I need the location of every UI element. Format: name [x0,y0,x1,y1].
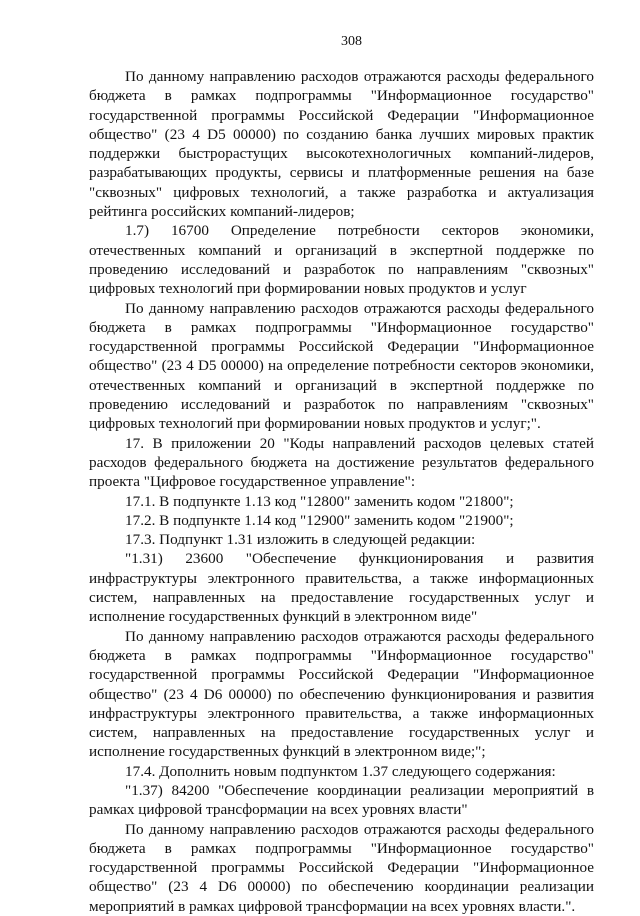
paragraph-9: По данному направлению расходов отражаются расходы федерального бюджета в рамках подпрограммы "Информационное государство" государственной программы Российской Федерации "Информационное общество" (23 4 D6 00000) по обеспечению функционирования и развития инфраструктуры электронного правительства, а также информационных систем, направленных на предоставление государственных услуг и исполнение государственных функций в электронном виде;"; [89,627,594,761]
paragraph-5: 17.1. В подпункте 1.13 код "12800" заменить кодом "21800"; [125,492,514,510]
paragraph-7: 17.3. Подпункт 1.31 изложить в следующей редакции: [125,531,476,549]
paragraph-3: По данному направлению расходов отражаются расходы федерального бюджета в рамках подпрограммы "Информационное государство" государственной программы Российской Федерации "Информационное общество" (23 4 D5 00000) на определение потребности секторов экономики, отечественных компаний и организаций в экспертной поддержке по проведению исследований и разработок по направлениям "сквозных" цифровых технологий при формировании новых продуктов и услуг;". [89,299,594,433]
paragraph-12: По данному направлению расходов отражаются расходы федерального бюджета в рамках подпрограммы "Информационное государство" государственной программы Российской Федерации "Информационное общество" (23 4 D6 00000) по обеспечению координации реализации мероприятий в рамках цифровой трансформации на всех уровнях власти.". [89,820,594,915]
paragraph-10: 17.4. Дополнить новым подпунктом 1.37 следующего содержания: [125,762,556,780]
paragraph-2: 1.7) 16700 Определение потребности секторов экономики, отечественных компаний и организаций в экспертной поддержке по проведению исследований и разработок по направлениям "сквозных" цифровых технологий при формировании новых продуктов и услуг [89,222,594,298]
page-number: 308 [341,34,362,49]
paragraph-11: "1.37) 84200 "Обеспечение координации реализации мероприятий в рамках цифровой трансформации на всех уровнях власти" [89,781,594,819]
paragraph-1: По данному направлению расходов отражаются расходы федерального бюджета в рамках подпрограммы "Информационное государство" государственной программы Российской Федерации "Информационное общество" (23 4 D5 00000) по созданию банка лучших мировых практик поддержки быстрорастущих высокотехнологичных компаний-лидеров, разрабатывающих продукты, сервисы и платформенные решения на базе "сквозных" цифровых технологий, а также разработка и актуализация рейтинга российских компаний-лидеров; [89,68,594,221]
document-body [89,67,594,916]
paragraph-6: 17.2. В подпункте 1.14 код "12900" заменить кодом "21900"; [125,511,514,529]
paragraph-4: 17. В приложении 20 "Коды направлений расходов целевых статей расходов федерального бюджета на достижение результатов федерального проекта "Цифровое государственное управление": [89,434,594,491]
paragraph-8: "1.31) 23600 "Обеспечение функционирования и развития инфраструктуры электронного правительства, а также информационных систем, направленных на предоставление государственных услуг и исполнение государственных функций в электронном виде" [89,550,594,626]
